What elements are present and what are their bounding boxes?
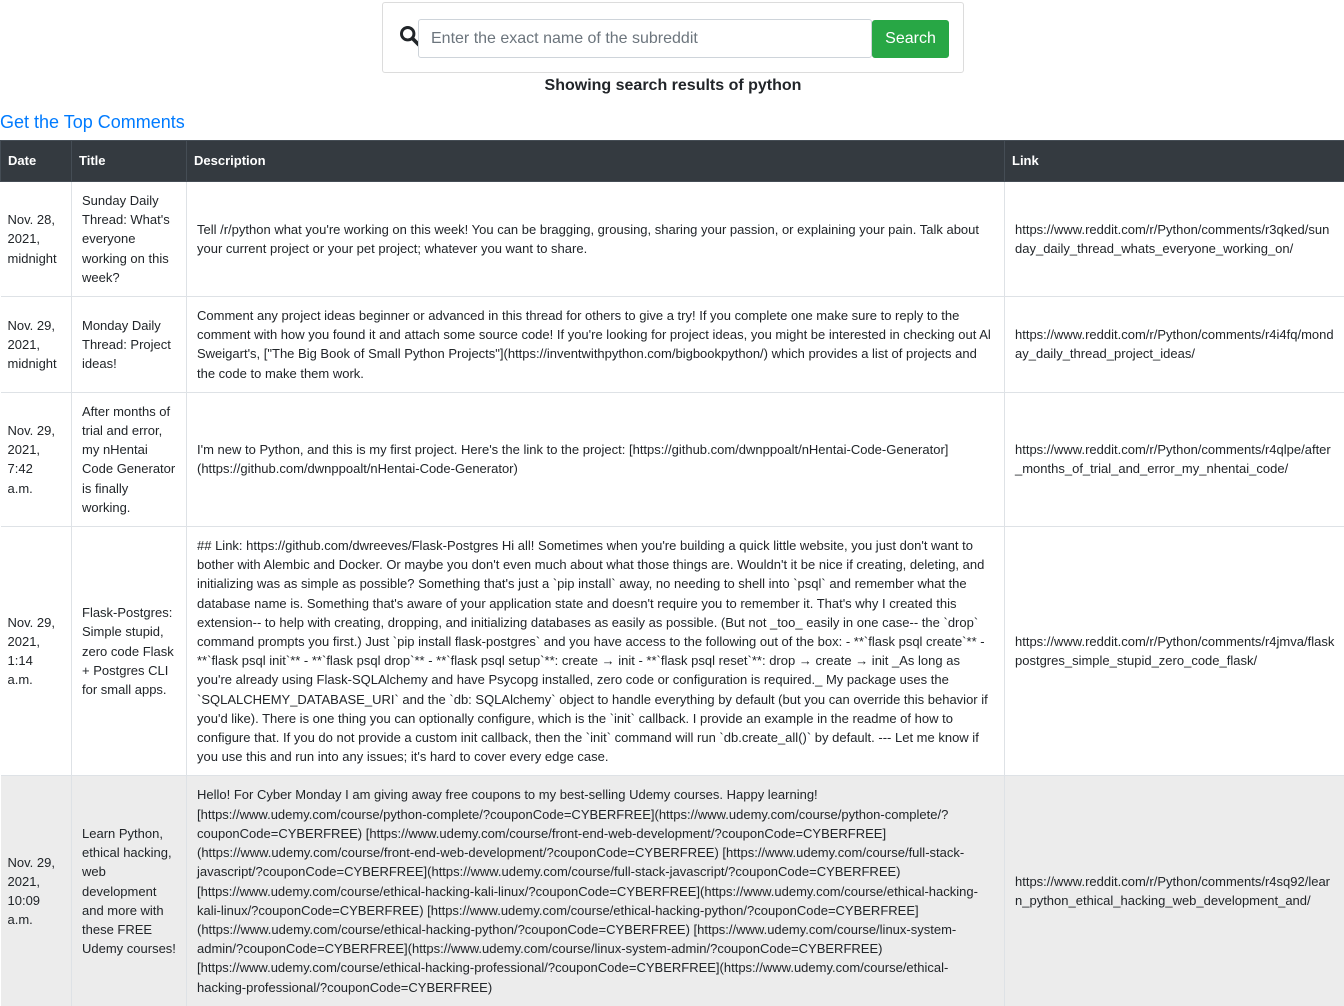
cell-date: Nov. 29, 2021, 7:42 a.m. <box>1 392 72 526</box>
search-button[interactable]: Search <box>872 20 949 58</box>
cell-date: Nov. 29, 2021, 10:09 a.m. <box>1 776 72 1006</box>
get-top-comments-link[interactable]: Get the Top Comments <box>0 112 185 133</box>
cell-description: Hello! For Cyber Monday I am giving away free coupons to my best-selling Udemy courses. Happy learning! [https://www.udemy.com/course/python-complete/?couponCode=CYBERFREE](https://www.udemy.com/course/python-complete/?couponCode=CYBERFREE) [https://www.udemy.com/course/front-end-web-development/?couponCode=CYBERFREE](https://www.udemy.com/course/front-end-web-development/?couponCode=CYBERFREE) [https://www.udemy.com/course/full-stack-javascript/?couponCode=CYBERFREE](https://www.udemy.com/course/full-stack-javascript/?couponCode=CYBERFREE) [https://www.udemy.com/course/ethical-hacking-kali-linux/?couponCode=CYBERFREE](https://www.udemy.com/course/ethical-hacking-kali-linux/?couponCode=CYBERFREE) [https://www.udemy.com/course/ethical-hacking-python/?couponCode=CYBERFREE](https://www.udemy.com/course/ethical-hacking-python/?couponCode=CYBERFREE) [https://www.udemy.com/course/linux-system-admin/?couponCode=CYBERFREE](https://www.udemy.com/course/linux-system-admin/?couponCode=CYBERFREE) [https://www.udemy.com/course/ethical-hacking-professional/?couponCode=CYBERFREE](https://www.udemy.com/course/ethical-hacking-professional/?couponCode=CYBERFREE) <box>187 776 1005 1006</box>
cell-date: Nov. 29, 2021, 1:14 a.m. <box>1 527 72 776</box>
cell-title: After months of trial and error, my nHentai Code Generator is finally working. <box>72 392 187 526</box>
header-description: Description <box>187 141 1005 182</box>
cell-description: Tell /r/python what you're working on this week! You can be bragging, grousing, sharing your passion, or explaining your pain. Talk about your current project or your pet project; whatever you want to share. <box>187 182 1005 297</box>
cell-description: Comment any project ideas beginner or advanced in this thread for others to give a try! If you complete one make sure to reply to the comment with how you found it and attach some source code! If you're looking for project ideas, you might be interested in checking out Al Sweigart's, ["The Big Book of Small Python Projects"](https://inventwithpython.com/bigbookpython/) which provides a list of projects and the code to make them work. <box>187 297 1005 393</box>
cell-date: Nov. 28, 2021, midnight <box>1 182 72 297</box>
cell-link: https://www.reddit.com/r/Python/comments/r3qked/sunday_daily_thread_whats_everyone_working_on/ <box>1005 182 1344 297</box>
cell-title: Monday Daily Thread: Project ideas! <box>72 297 187 393</box>
table-row <box>1 527 1344 776</box>
cell-link: https://www.reddit.com/r/Python/comments/r4qlpe/after_months_of_trial_and_error_my_nhentai_code/ <box>1005 392 1344 526</box>
cell-title: Flask-Postgres: Simple stupid, zero code Flask + Postgres CLI for small apps. <box>72 527 187 776</box>
cell-link: https://www.reddit.com/r/Python/comments/r4sq92/learn_python_ethical_hacking_web_development_and/ <box>1005 776 1344 1006</box>
cell-title: Learn Python, ethical hacking, web development and more with these FREE Udemy courses! <box>72 776 187 1006</box>
results-table <box>0 140 1344 1006</box>
table-row <box>1 297 1344 393</box>
table-header <box>1 141 1344 182</box>
subreddit-search-input[interactable] <box>418 19 872 58</box>
header-link: Link <box>1005 141 1344 182</box>
cell-description: I'm new to Python, and this is my first project. Here's the link to the project: [https://github.com/dwnppoalt/nHentai-Code-Generator](https://github.com/dwnppoalt/nHentai-Code-Generator) <box>187 392 1005 526</box>
cell-link: https://www.reddit.com/r/Python/comments/r4jmva/flaskpostgres_simple_stupid_zero_code_flask/ <box>1005 527 1344 776</box>
cell-description: ## Link: https://github.com/dwreeves/Flask-Postgres Hi all! Sometimes when you're building a quick little website, you just don't want to bother with Alembic and Docker. Or maybe you don't even much about what those things are. Wouldn't it be nice if creating, deleting, and initializing was as simple as possible? Something that's just a `pip install` away, no needing to shell into `psql` and remember what the database name is. Something that's aware of your application state and doesn't require you to remember it. That's why I created this extension-- to help with creating, dropping, and initializing databases as easily as possible. (But not _too_ easily in one case-- the `drop` command prompts you first.) Just `pip install flask-postgres` and you have access to the following out of the box: - **`flask psql create`** - **`flask psql init`** - **`flask psql drop`** - **`flask psql setup`**: create → init - **`flask psql reset`**: drop → create → init _As long as you're already using Flask-SQLAlchemy and have Psycopg installed, zero code or configuration is required._ My package uses the `SQLALCHEMY_DATABASE_URI` and the `db: SQLAlchemy` object to handle everything by default (but you can override this behavior if you'd like). There is one thing you can optionally configure, which is the `init` callback. I provide an example in the readme of how to configure that. If you do not provide a custom init callback, then the `init` command will run `db.create_all()` by default. --- Let me know if you use this and run into any issues; it's hard to cover every edge case. <box>187 527 1005 776</box>
results-caption: Showing search results of python <box>382 77 964 95</box>
cell-title: Sunday Daily Thread: What's everyone working on this week? <box>72 182 187 297</box>
header-title: Title <box>72 141 187 182</box>
search-panel <box>382 2 964 73</box>
cell-date: Nov. 29, 2021, midnight <box>1 297 72 393</box>
results-table-container <box>0 140 1344 1006</box>
cell-link: https://www.reddit.com/r/Python/comments/r4i4fq/monday_daily_thread_project_ideas/ <box>1005 297 1344 393</box>
table-row <box>1 182 1344 297</box>
header-date: Date <box>1 141 72 182</box>
table-row <box>1 392 1344 526</box>
table-row <box>1 776 1344 1006</box>
